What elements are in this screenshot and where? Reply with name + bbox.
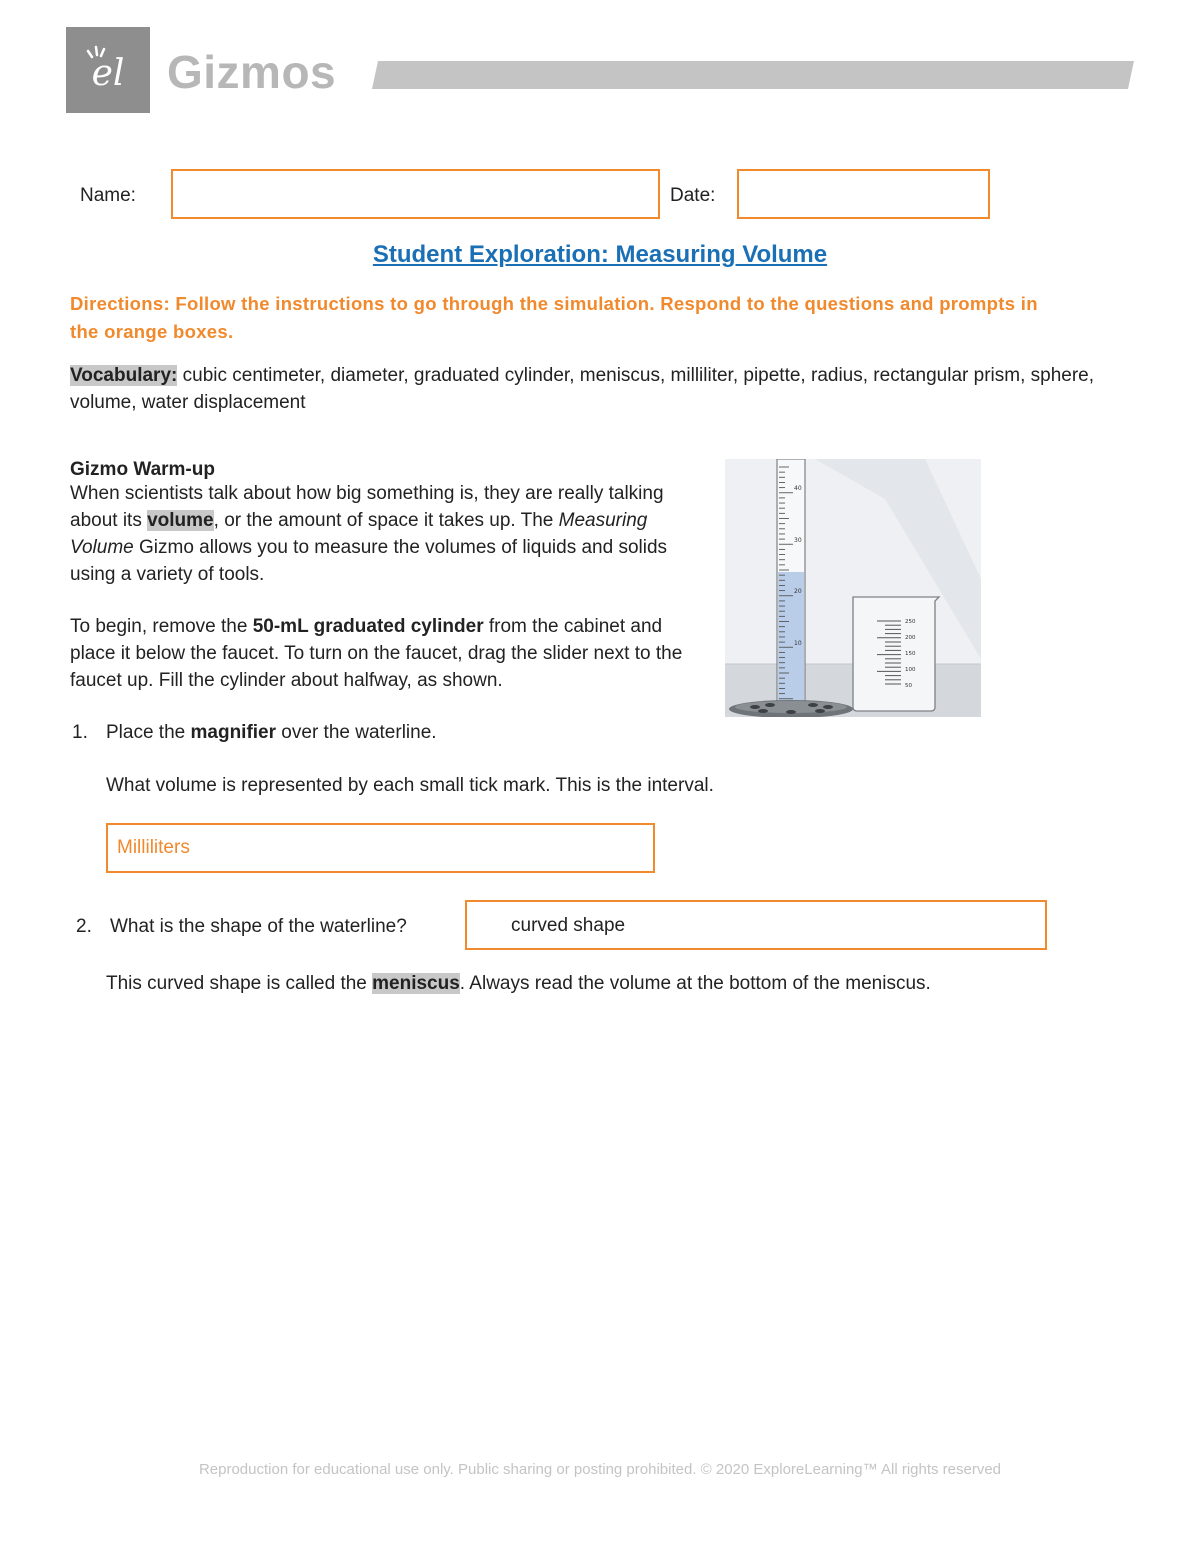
warmup-p2-text-2: from the cabinet and place it below the faucet. To turn on the faucet, drag the slider next to the faucet up. Fill the cylinder about halfway, as shown. bbox=[70, 616, 683, 691]
beaker-label-200: 200 bbox=[905, 635, 916, 641]
warmup-p1-gizmo-name: Measuring Volume bbox=[70, 510, 648, 558]
warmup-heading: Gizmo Warm-up bbox=[70, 459, 215, 480]
brand-name: Gizmos bbox=[167, 46, 337, 98]
beaker-label-250: 250 bbox=[905, 619, 916, 625]
warmup-p2-text: To begin, remove the bbox=[70, 616, 253, 637]
meniscus-note bbox=[106, 970, 1106, 997]
warmup-p1-text: When scientists talk about how big something is, they are really talking about its bbox=[70, 483, 664, 531]
cylinder-label-30: 30 bbox=[794, 537, 802, 544]
q2-number: 2. bbox=[76, 916, 92, 937]
warmup-p1-text-2: , or the amount of space it takes up. The bbox=[213, 510, 559, 531]
q2-text: What is the shape of the waterline? bbox=[110, 916, 407, 937]
q1-number: 1. bbox=[72, 722, 88, 743]
vocabulary bbox=[70, 362, 1130, 416]
name-field[interactable] bbox=[171, 169, 660, 219]
directions: Directions: Follow the instructions to go through the simulation. Respond to the questions and prompts in the orange boxes. bbox=[70, 293, 1038, 342]
q2-answer-field[interactable] bbox=[465, 900, 1047, 950]
date-field[interactable] bbox=[737, 169, 990, 219]
warmup-p1-text-3: Gizmo allows you to measure the volumes of liquids and solids using a variety of tools. bbox=[70, 537, 668, 585]
footer-copyright: Reproduction for educational use only. Public sharing or posting prohibited. © 2020 ExploreLearning™ All rights reserved bbox=[198, 1461, 1002, 1478]
q2-answer-value: curved shape bbox=[511, 915, 626, 936]
cylinder-label-20: 20 bbox=[794, 588, 802, 595]
vocabulary-terms: cubic centimeter, diameter, graduated cylinder, meniscus, milliliter, pipette, radius, rectangular prism, sphere, volume, water displacement bbox=[70, 365, 1095, 413]
vocabulary-label: Vocabulary: bbox=[70, 365, 178, 386]
q1-text-2: over the waterline. bbox=[276, 722, 437, 743]
simulation-image bbox=[725, 459, 981, 717]
logo-mark-text: el bbox=[91, 53, 125, 94]
warmup-p2-bold: 50-mL graduated cylinder bbox=[252, 616, 484, 637]
beaker-label-100: 100 bbox=[905, 667, 916, 673]
page-title[interactable]: Student Exploration: Measuring Volume bbox=[372, 241, 828, 268]
warmup-p1-term: volume bbox=[147, 510, 214, 531]
q1-instruction bbox=[106, 719, 806, 746]
q1-tool: magnifier bbox=[190, 722, 277, 743]
q1-text: Place the bbox=[106, 722, 191, 743]
warmup-paragraph-2 bbox=[70, 613, 710, 694]
beaker-label-150: 150 bbox=[905, 651, 916, 657]
header-bar bbox=[372, 61, 1134, 89]
date-label: Date: bbox=[670, 185, 716, 206]
cylinder-label-40: 40 bbox=[794, 485, 802, 492]
logo-mark-icon bbox=[66, 27, 150, 113]
q1-answer-field[interactable] bbox=[106, 823, 655, 873]
name-label: Name: bbox=[80, 185, 136, 206]
meniscus-note-text-2: . Always read the volume at the bottom of the meniscus. bbox=[459, 973, 931, 994]
cylinder-label-10: 10 bbox=[794, 640, 802, 647]
explorelearning-logo bbox=[66, 27, 150, 113]
q1-answer-value: Milliliters bbox=[117, 837, 190, 858]
q1-prompt: What volume is represented by each small tick mark. This is the interval. bbox=[106, 775, 714, 796]
beaker-label-50: 50 bbox=[905, 683, 912, 689]
warmup-paragraph-1 bbox=[70, 480, 710, 588]
meniscus-term: meniscus bbox=[372, 973, 460, 994]
meniscus-note-text: This curved shape is called the bbox=[106, 973, 373, 994]
